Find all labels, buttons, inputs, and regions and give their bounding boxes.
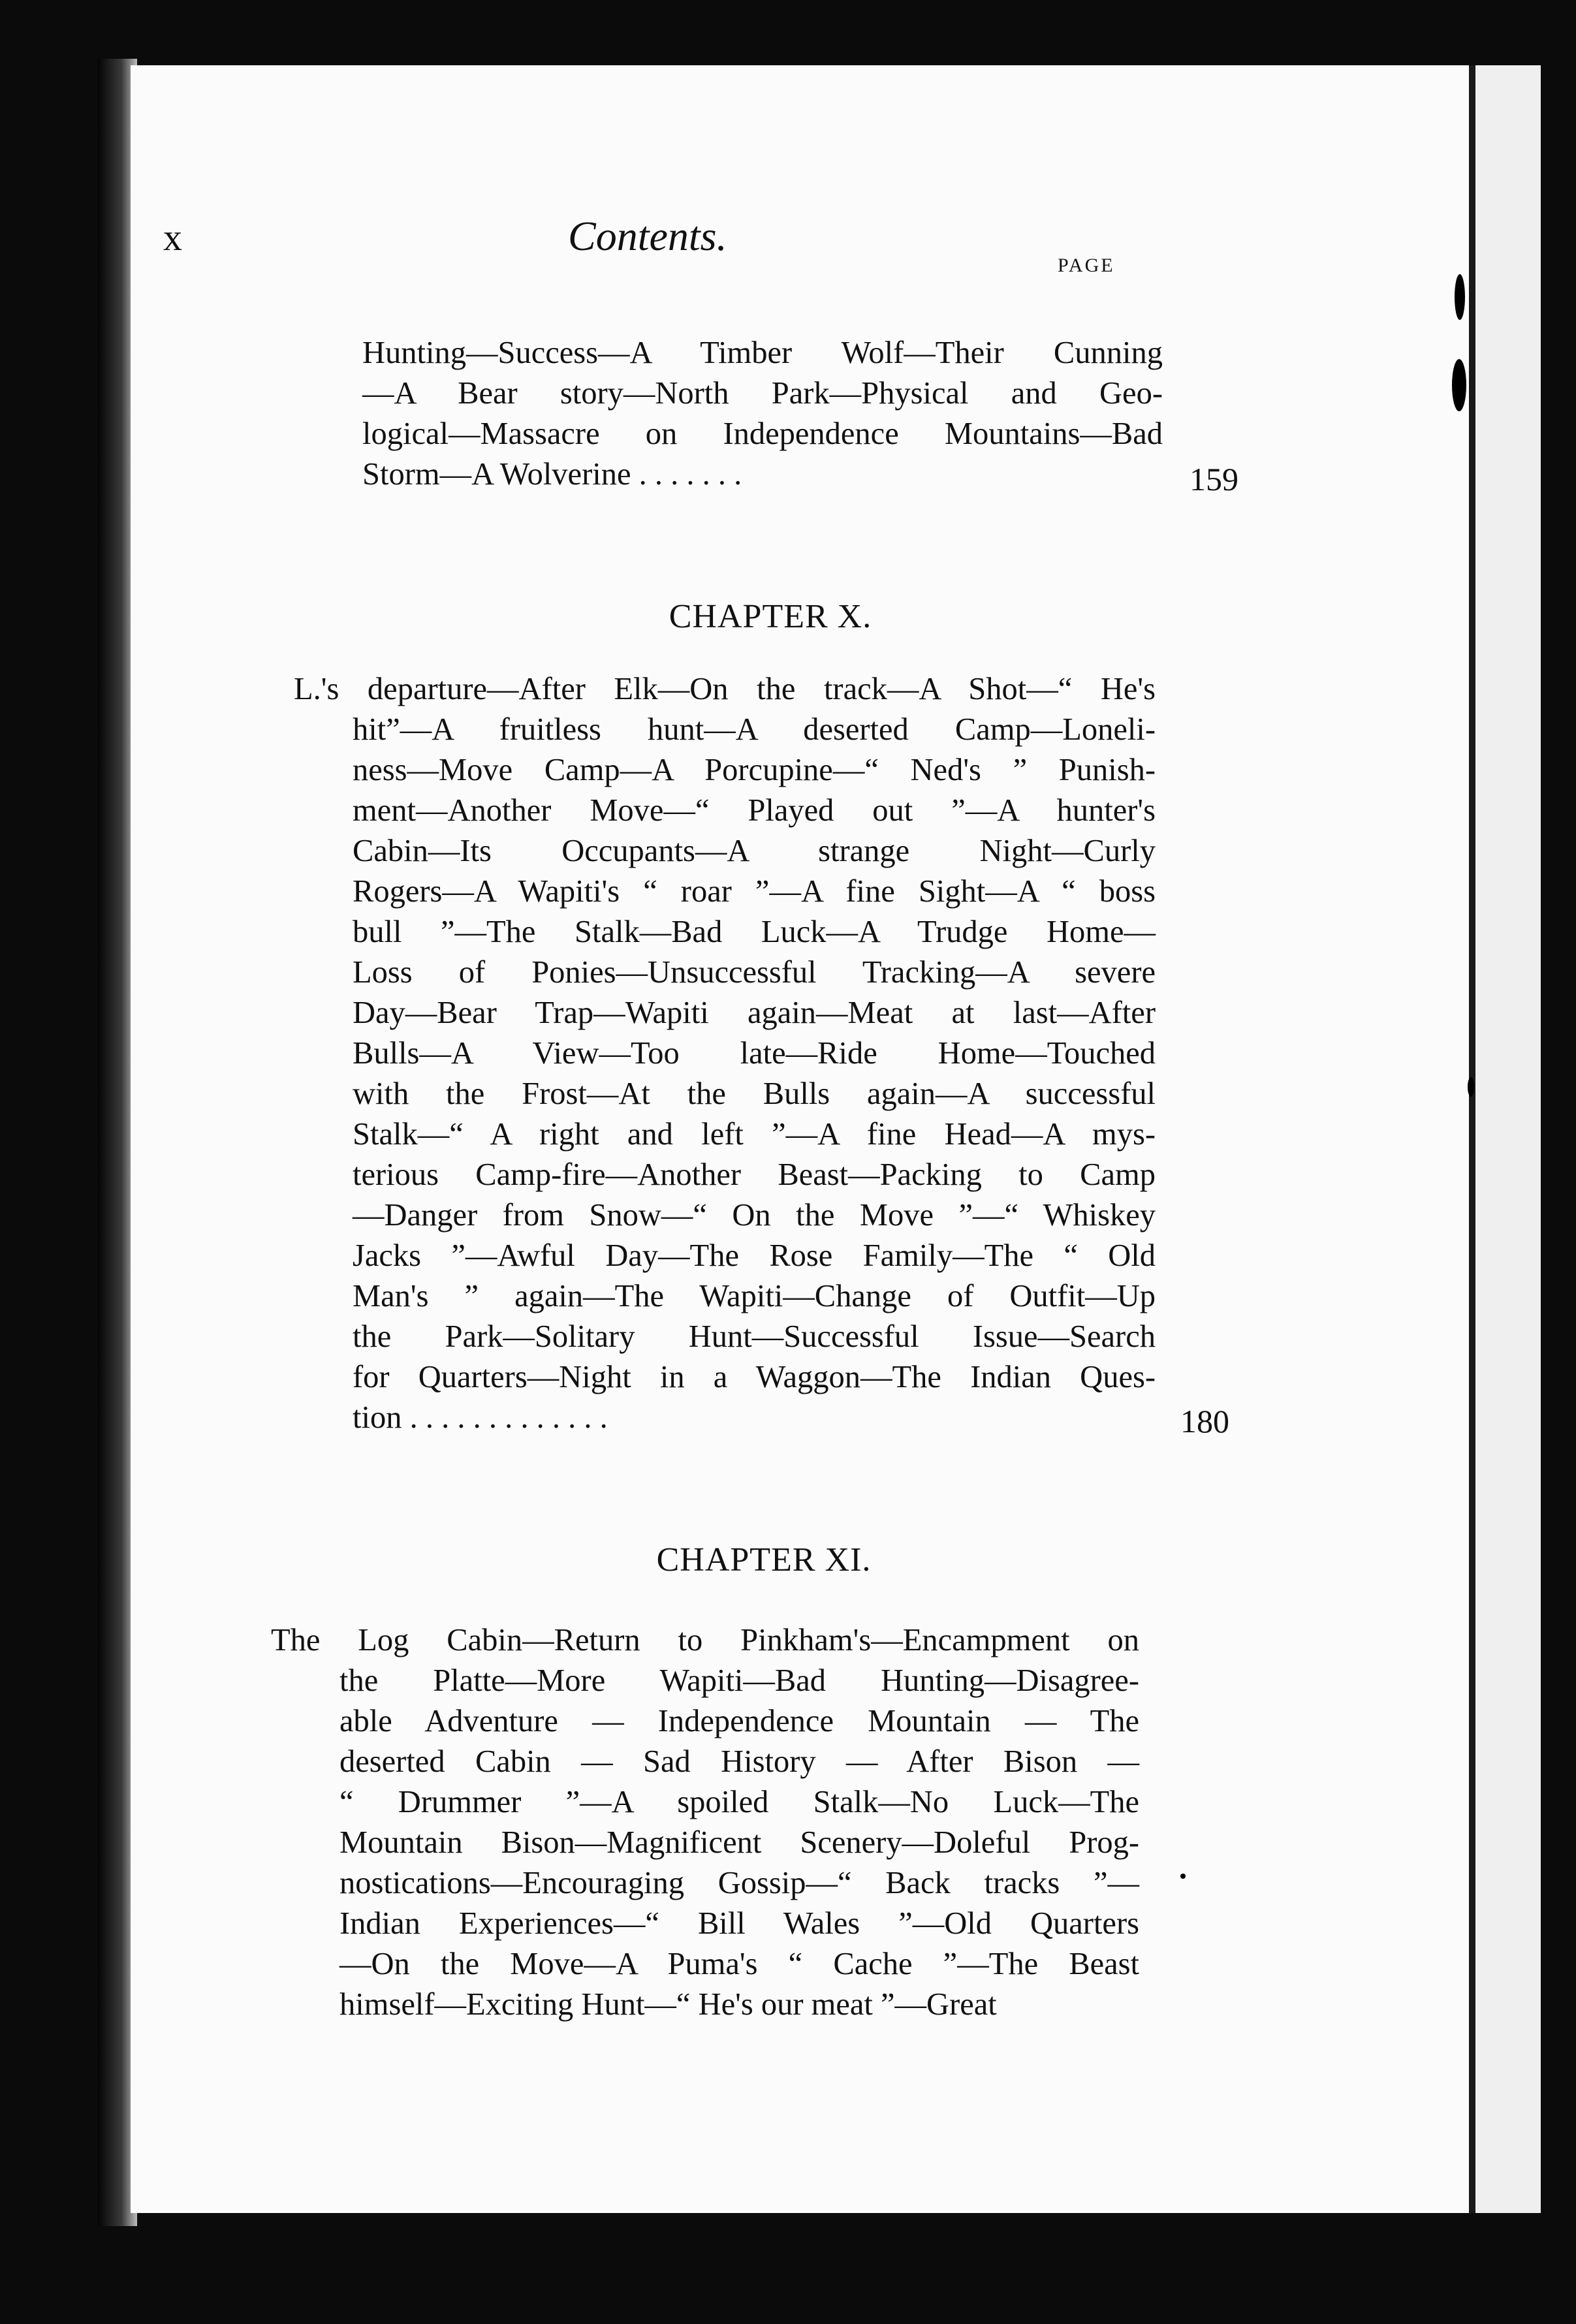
scan-page-edge xyxy=(1469,65,1475,2213)
toc-line: the Platte—More Wapiti—Bad Hunting—Disagree- xyxy=(339,1663,1139,1698)
toc-line: himself—Exciting Hunt—“ He's our meat ”—Great xyxy=(339,1987,997,2022)
toc-line: “ Drummer ”—A spoiled Stalk—No Luck—The xyxy=(339,1785,1139,1819)
toc-entry xyxy=(294,669,1156,1438)
toc-line: L.'s departure—After Elk—On the track—A Shot—“ He's xyxy=(294,672,1156,706)
toc-line: The Log Cabin—Return to Pinkham's—Encampment on xyxy=(271,1623,1139,1657)
facing-page-strip xyxy=(1475,65,1541,2213)
scan-speck xyxy=(1455,274,1465,320)
toc-line: —Danger from Snow—“ On the Move ”—“ Whiskey xyxy=(353,1198,1156,1233)
toc-line: with the Frost—At the Bulls again—A successful xyxy=(353,1076,1156,1111)
scan-speck xyxy=(1452,359,1466,411)
chapter-heading: CHAPTER XI. xyxy=(656,1541,872,1578)
toc-line: hit”—A fruitless hunt—A deserted Camp—Loneli- xyxy=(353,712,1156,747)
scan-speck xyxy=(1468,1077,1474,1097)
toc-line: logical—Massacre on Independence Mountains—Bad xyxy=(362,416,1163,451)
toc-line: ness—Move Camp—A Porcupine—“ Ned's ” Punish- xyxy=(353,753,1156,787)
toc-line: tion . . . . . . . . . . . . . xyxy=(353,1400,608,1435)
toc-line: able Adventure — Independence Mountain — The xyxy=(339,1704,1139,1738)
toc-line: bull ”—The Stalk—Bad Luck—A Trudge Home— xyxy=(353,915,1156,949)
toc-page-number: 180 xyxy=(1180,1403,1229,1439)
toc-line: Loss of Ponies—Unsuccessful Tracking—A severe xyxy=(353,955,1156,990)
toc-entry-continued xyxy=(362,333,1163,495)
toc-line: Stalk—“ A right and left ”—A fine Head—A mys- xyxy=(353,1117,1156,1152)
toc-line: Hunting—Success—A Timber Wolf—Their Cunning xyxy=(362,336,1163,370)
toc-line: for Quarters—Night in a Waggon—The Indian Ques- xyxy=(353,1360,1156,1394)
running-head: Contents. xyxy=(568,213,727,259)
toc-line: Day—Bear Trap—Wapiti again—Meat at last—After xyxy=(353,996,1156,1030)
toc-line: Mountain Bison—Magnificent Scenery—Doleful Prog- xyxy=(339,1825,1139,1860)
toc-line: deserted Cabin — Sad History — After Bison — xyxy=(339,1744,1139,1779)
toc-line: Jacks ”—Awful Day—The Rose Family—The “ Old xyxy=(353,1238,1156,1273)
toc-line: terious Camp-fire—Another Beast—Packing to Camp xyxy=(353,1157,1156,1192)
toc-line: nostications—Encouraging Gossip—“ Back tracks ”— xyxy=(339,1866,1139,1900)
toc-line: Indian Experiences—“ Bill Wales ”—Old Quarters xyxy=(339,1906,1139,1941)
page-column-label: PAGE xyxy=(1058,255,1115,276)
toc-line: ment—Another Move—“ Played out ”—A hunter's xyxy=(353,793,1156,828)
toc-line: —On the Move—A Puma's “ Cache ”—The Beast xyxy=(339,1947,1139,1981)
page-folio: x xyxy=(163,216,182,259)
toc-line: Bulls—A View—Too late—Ride Home—Touched xyxy=(353,1036,1156,1071)
toc-line: Storm—A Wolverine . . . . . . . xyxy=(362,457,742,492)
toc-line: Rogers—A Wapiti's “ roar ”—A fine Sight—A “ boss xyxy=(353,874,1156,909)
toc-line: Cabin—Its Occupants—A strange Night—Curly xyxy=(353,834,1156,868)
toc-line: the Park—Solitary Hunt—Successful Issue—Search xyxy=(353,1319,1156,1354)
toc-entry xyxy=(271,1620,1139,2025)
toc-line: —A Bear story—North Park—Physical and Geo- xyxy=(362,376,1163,411)
chapter-heading: CHAPTER X. xyxy=(669,598,872,635)
scan-speck xyxy=(1180,1874,1186,1879)
toc-line: Man's ” again—The Wapiti—Change of Outfit—Up xyxy=(353,1279,1156,1313)
toc-page-number: 159 xyxy=(1190,461,1238,497)
